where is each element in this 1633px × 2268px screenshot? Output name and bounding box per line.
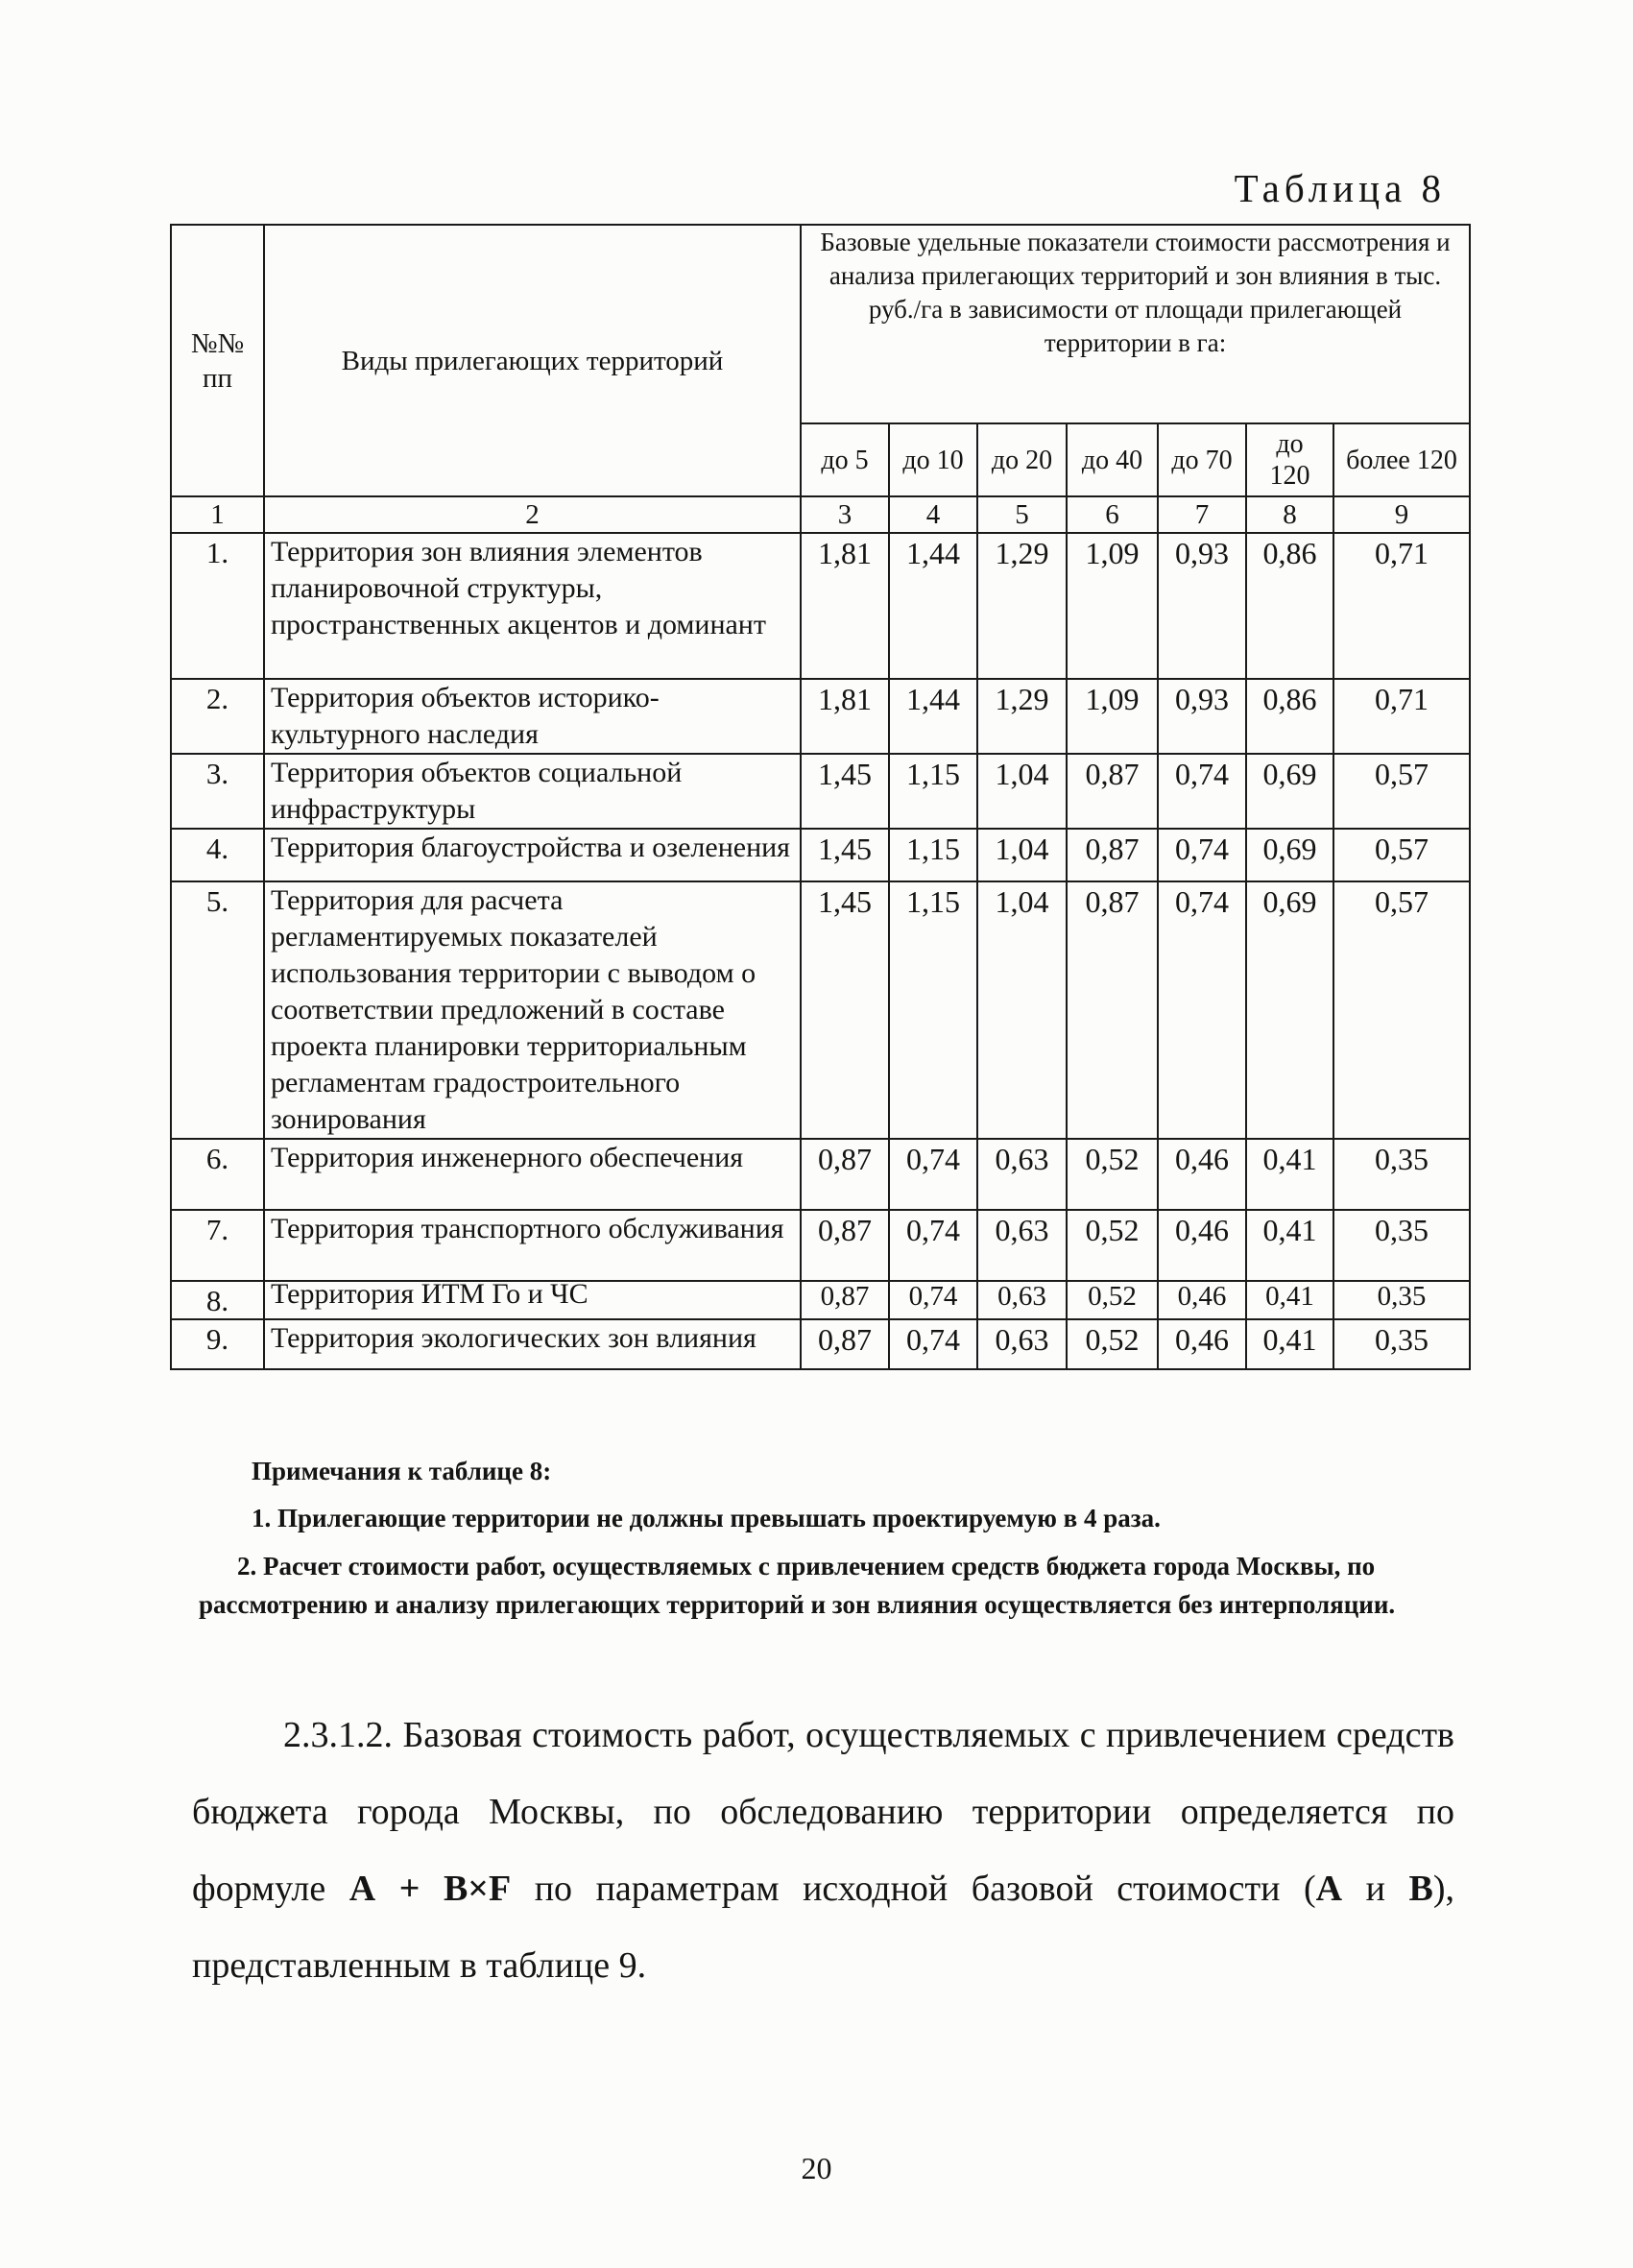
- range-header: до 10: [889, 423, 977, 496]
- cost-value: 1,45: [801, 829, 889, 881]
- cost-value: 0,63: [977, 1281, 1067, 1319]
- cost-value: 1,04: [977, 881, 1067, 1139]
- column-number: 9: [1333, 496, 1470, 533]
- territory-name: Территория транспортного обслуживания: [264, 1210, 801, 1281]
- cost-value: 0,74: [889, 1139, 977, 1210]
- header-number: №№ пп: [171, 225, 264, 496]
- cost-value: 0,87: [801, 1210, 889, 1281]
- cost-value: 1,09: [1067, 679, 1158, 754]
- cost-value: 0,74: [1158, 829, 1246, 881]
- cost-value: 0,87: [1067, 829, 1158, 881]
- table-row: [171, 533, 1470, 679]
- row-number: 5.: [171, 881, 264, 1139]
- notes-block: [199, 1457, 1471, 1624]
- header-cost-group: Базовые удельные показатели стоимости рассмотрения и анализа прилегающих территорий и зон влияния в тыс. руб./га в зависимости от площади прилегающей территории в га:: [801, 225, 1470, 423]
- cost-table: [170, 224, 1471, 1370]
- paragraph-text: и: [1342, 1869, 1409, 1909]
- cost-value: 0,41: [1246, 1319, 1333, 1369]
- cost-value: 0,35: [1333, 1281, 1470, 1319]
- range-header: до 40: [1067, 423, 1158, 496]
- table-row: [171, 754, 1470, 829]
- notes-heading: Примечания к таблице 8:: [252, 1457, 552, 1485]
- cost-value: 0,69: [1246, 881, 1333, 1139]
- range-header: до 120: [1246, 423, 1333, 496]
- cost-value: 1,81: [801, 679, 889, 754]
- cost-value: 0,87: [1067, 754, 1158, 829]
- territory-name: Территория ИТМ Го и ЧС: [264, 1281, 801, 1319]
- cost-value: 0,52: [1067, 1139, 1158, 1210]
- cost-value: 1,44: [889, 533, 977, 679]
- column-number: 5: [977, 496, 1067, 533]
- cost-value: 0,69: [1246, 829, 1333, 881]
- table-row: [171, 829, 1470, 881]
- cost-value: 0,52: [1067, 1210, 1158, 1281]
- table-row: [171, 1139, 1470, 1210]
- cost-value: 1,81: [801, 533, 889, 679]
- column-number: 2: [264, 496, 801, 533]
- territory-name: Территория для расчета регламентируемых показателей использования территории с выводом о соответствии предложений в составе проекта планировки территориальным регламентам градостроительного зонирования: [264, 881, 801, 1139]
- param-b: В: [1408, 1869, 1433, 1909]
- column-number: 1: [171, 496, 264, 533]
- cost-value: 0,46: [1158, 1210, 1246, 1281]
- cost-value: 1,09: [1067, 533, 1158, 679]
- cost-value: 0,41: [1246, 1210, 1333, 1281]
- note-item: 2. Расчет стоимости работ, осуществляемых с привлечением средств бюджета города Москвы, по рассмотрению и анализу прилегающих территорий и зон влияния осуществляется без интерполяции.: [199, 1552, 1396, 1619]
- cost-value: 0,71: [1333, 533, 1470, 679]
- cost-value: 0,74: [1158, 754, 1246, 829]
- row-number: 1.: [171, 533, 264, 679]
- row-number: 7.: [171, 1210, 264, 1281]
- note-item: 1. Прилегающие территории не должны превышать проектируемую в 4 раза.: [252, 1504, 1161, 1532]
- cost-value: 1,15: [889, 829, 977, 881]
- cost-value: 0,63: [977, 1210, 1067, 1281]
- param-a: А: [1315, 1869, 1343, 1909]
- cost-value: 0,87: [801, 1319, 889, 1369]
- cost-value: 0,74: [1158, 881, 1246, 1139]
- territory-name: Территория объектов социальной инфраструктуры: [264, 754, 801, 829]
- cost-value: 0,63: [977, 1139, 1067, 1210]
- page-number: 20: [801, 2151, 832, 2185]
- cost-value: 0,93: [1158, 679, 1246, 754]
- cost-value: 1,44: [889, 679, 977, 754]
- cost-value: 0,86: [1246, 679, 1333, 754]
- cost-value: 0,93: [1158, 533, 1246, 679]
- table-row: [171, 679, 1470, 754]
- column-number: 7: [1158, 496, 1246, 533]
- row-number: 3.: [171, 754, 264, 829]
- cost-value: 0,46: [1158, 1281, 1246, 1319]
- cost-value: 1,29: [977, 679, 1067, 754]
- cost-value: 0,52: [1067, 1281, 1158, 1319]
- cost-value: 0,35: [1333, 1319, 1470, 1369]
- table-row: [171, 1210, 1470, 1281]
- column-number: 4: [889, 496, 977, 533]
- range-header: до 5: [801, 423, 889, 496]
- body-paragraph: [192, 1697, 1454, 2004]
- cost-value: 0,46: [1158, 1319, 1246, 1369]
- column-number: 8: [1246, 496, 1333, 533]
- range-header: более 120: [1333, 423, 1470, 496]
- cost-value: 0,87: [1067, 881, 1158, 1139]
- cost-value: 0,57: [1333, 754, 1470, 829]
- paragraph-text: по параметрам исходной базовой стоимости (: [511, 1869, 1316, 1909]
- cost-value: 0,41: [1246, 1281, 1333, 1319]
- cost-value: 1,04: [977, 754, 1067, 829]
- territory-name: Территория экологических зон влияния: [264, 1319, 801, 1369]
- cost-value: 0,57: [1333, 829, 1470, 881]
- territory-name: Территория объектов историко-культурного наследия: [264, 679, 801, 754]
- paragraph-text: 2.3.1.2. Базовая стоимость работ, осуществляемых с привлечением средств бюджета города Москвы, по обследованию территории определяется по формуле: [192, 1715, 1454, 1909]
- territory-name: Территория зон влияния элементов планировочной структуры, пространственных акцентов и доминант: [264, 533, 801, 679]
- cost-value: 0,74: [889, 1281, 977, 1319]
- range-header: до 20: [977, 423, 1067, 496]
- cost-value: 0,74: [889, 1319, 977, 1369]
- paragraph-text: ), представленным в таблице 9.: [192, 1869, 1454, 1986]
- cost-value: 0,71: [1333, 679, 1470, 754]
- table-row: [171, 1281, 1470, 1319]
- cost-value: 0,52: [1067, 1319, 1158, 1369]
- column-number: 3: [801, 496, 889, 533]
- cost-value: 1,04: [977, 829, 1067, 881]
- range-header: до 70: [1158, 423, 1246, 496]
- territory-name: Территория благоустройства и озеленения: [264, 829, 801, 881]
- row-number: 2.: [171, 679, 264, 754]
- column-number: 6: [1067, 496, 1158, 533]
- cost-value: 0,41: [1246, 1139, 1333, 1210]
- cost-value: 0,57: [1333, 881, 1470, 1139]
- row-number: 4.: [171, 829, 264, 881]
- cost-value: 0,69: [1246, 754, 1333, 829]
- cost-value: 1,29: [977, 533, 1067, 679]
- formula: А + В×F: [348, 1869, 512, 1909]
- cost-value: 0,87: [801, 1281, 889, 1319]
- table-caption: Таблица 8: [1234, 166, 1446, 210]
- cost-value: 0,87: [801, 1139, 889, 1210]
- table-row: [171, 1319, 1470, 1369]
- cost-value: 1,45: [801, 881, 889, 1139]
- territory-name: Территория инженерного обеспечения: [264, 1139, 801, 1210]
- cost-value: 0,63: [977, 1319, 1067, 1369]
- cost-value: 1,15: [889, 881, 977, 1139]
- cost-value: 0,74: [889, 1210, 977, 1281]
- cost-value: 1,15: [889, 754, 977, 829]
- cost-value: 0,46: [1158, 1139, 1246, 1210]
- row-number: 8.: [171, 1281, 264, 1319]
- row-number: 6.: [171, 1139, 264, 1210]
- table-row: [171, 881, 1470, 1139]
- cost-value: 1,45: [801, 754, 889, 829]
- cost-value: 0,35: [1333, 1139, 1470, 1210]
- header-territory-type: Виды прилегающих территорий: [264, 225, 801, 496]
- row-number: 9.: [171, 1319, 264, 1369]
- cost-value: 0,35: [1333, 1210, 1470, 1281]
- cost-value: 0,86: [1246, 533, 1333, 679]
